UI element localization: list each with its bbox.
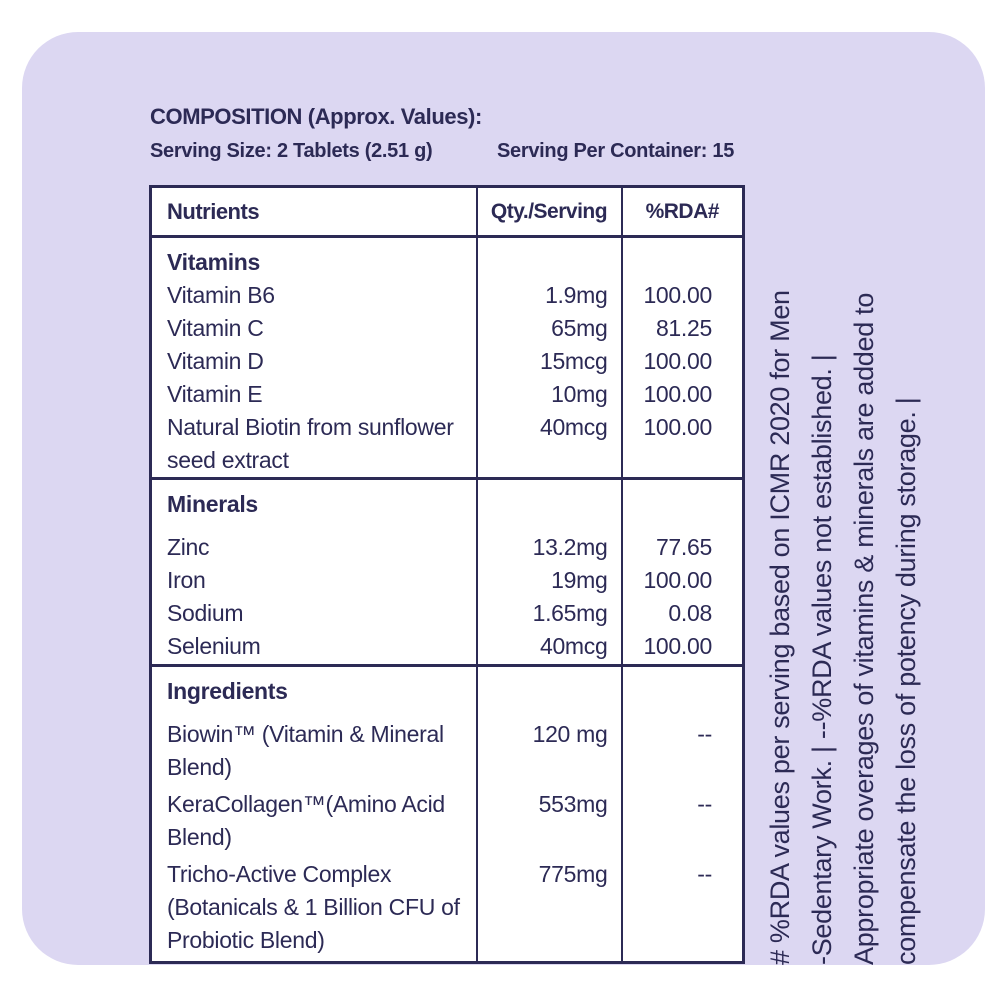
- table-row: [151, 597, 744, 630]
- rda-percent-value: 100.00: [622, 378, 744, 411]
- table-row: [151, 531, 744, 564]
- composition-title: COMPOSITION (Approx. Values):: [150, 104, 482, 129]
- section-title: Ingredients: [167, 677, 288, 704]
- section-title: Minerals: [167, 491, 258, 518]
- rda-percent-value: 100.00: [622, 279, 744, 312]
- nutrient-name: Biowin™ (Vitamin & Mineral Blend): [167, 720, 444, 780]
- table-row: [151, 564, 744, 597]
- qty-per-serving-value: 40mcg: [477, 411, 622, 479]
- rda-percent-value: 100.00: [622, 630, 744, 665]
- table-row: [151, 788, 744, 858]
- col-header-nutrients: Nutrients: [151, 187, 477, 237]
- qty-per-serving-value: 19mg: [477, 564, 622, 597]
- section-title: Vitamins: [167, 249, 261, 275]
- footnote-line: -Sedentary Work. | --%RDA values not established. |: [807, 354, 837, 965]
- empty-cell: [477, 237, 622, 280]
- empty-cell: [622, 665, 744, 718]
- qty-per-serving-value: 553mg: [477, 788, 622, 858]
- table-row: [151, 378, 744, 411]
- nutrient-name: Vitamin C: [167, 315, 264, 342]
- nutrient-name: Iron: [167, 567, 206, 594]
- rda-percent-value: --: [622, 858, 744, 963]
- rda-percent-value: 0.08: [622, 597, 744, 630]
- section-title-row: [151, 479, 744, 532]
- serving-info-row: [150, 140, 830, 166]
- empty-cell: [622, 237, 744, 280]
- footnote-line: compensate the loss of potency during storage. |: [891, 397, 921, 965]
- rda-footnote: [759, 182, 927, 965]
- empty-cell: [622, 479, 744, 532]
- rda-percent-value: 100.00: [622, 345, 744, 378]
- nutrient-name: Sodium: [167, 600, 244, 627]
- table-header: [151, 187, 744, 237]
- nutrient-name: Vitamin B6: [167, 282, 275, 309]
- nutrient-name: Selenium: [167, 633, 261, 660]
- serving-size-label: Serving Size: 2 Tablets (2.51 g): [150, 140, 433, 162]
- section-ingredients: [151, 665, 744, 962]
- section-minerals: [151, 479, 744, 665]
- table-row: [151, 312, 744, 345]
- rda-percent-value: 100.00: [622, 411, 744, 479]
- table-row: [151, 718, 744, 788]
- qty-per-serving-value: 10mg: [477, 378, 622, 411]
- nutrient-name: Tricho-Active Complex (Botanicals & 1 Billion CFU of Probiotic Blend): [167, 860, 460, 953]
- rda-percent-value: --: [622, 788, 744, 858]
- serving-per-container-label: Serving Per Container: 15: [497, 140, 735, 162]
- nutrient-name: KeraCollagen™(Amino Acid Blend): [167, 790, 445, 850]
- table-row: [151, 411, 744, 479]
- section-title-row: [151, 665, 744, 718]
- qty-per-serving-value: 13.2mg: [477, 531, 622, 564]
- qty-per-serving-value: 1.9mg: [477, 279, 622, 312]
- col-header-qty-serving: Qty./Serving: [477, 187, 622, 237]
- table-row: [151, 630, 744, 665]
- nutrient-name: Natural Biotin from sunflower seed extract: [167, 414, 454, 474]
- qty-per-serving-value: 120 mg: [477, 718, 622, 788]
- header-row: [151, 187, 744, 237]
- col-header-rda: %RDA#: [622, 187, 744, 237]
- section-title-row: [151, 237, 744, 280]
- rda-percent-value: 100.00: [622, 564, 744, 597]
- table-row: [151, 858, 744, 963]
- qty-per-serving-value: 15mcg: [477, 345, 622, 378]
- qty-per-serving-value: 775mg: [477, 858, 622, 963]
- table-row: [151, 279, 744, 312]
- composition-table: [149, 185, 745, 964]
- nutrient-name: Vitamin D: [167, 348, 264, 375]
- composition-card: [22, 32, 985, 965]
- rda-percent-value: 81.25: [622, 312, 744, 345]
- table-row: [151, 345, 744, 378]
- footnote-line: # %RDA values per serving based on ICMR 2020 for Men: [765, 290, 795, 965]
- footnote-line: Appropriate overages of vitamins & minerals are added to: [849, 292, 879, 965]
- nutrient-name: Vitamin E: [167, 381, 263, 408]
- rda-percent-value: 77.65: [622, 531, 744, 564]
- empty-cell: [477, 665, 622, 718]
- qty-per-serving-value: 40mcg: [477, 630, 622, 665]
- nutrient-name: Zinc: [167, 534, 210, 561]
- empty-cell: [477, 479, 622, 532]
- qty-per-serving-value: 65mg: [477, 312, 622, 345]
- rda-percent-value: --: [622, 718, 744, 788]
- qty-per-serving-value: 1.65mg: [477, 597, 622, 630]
- section-vitamins: [151, 237, 744, 479]
